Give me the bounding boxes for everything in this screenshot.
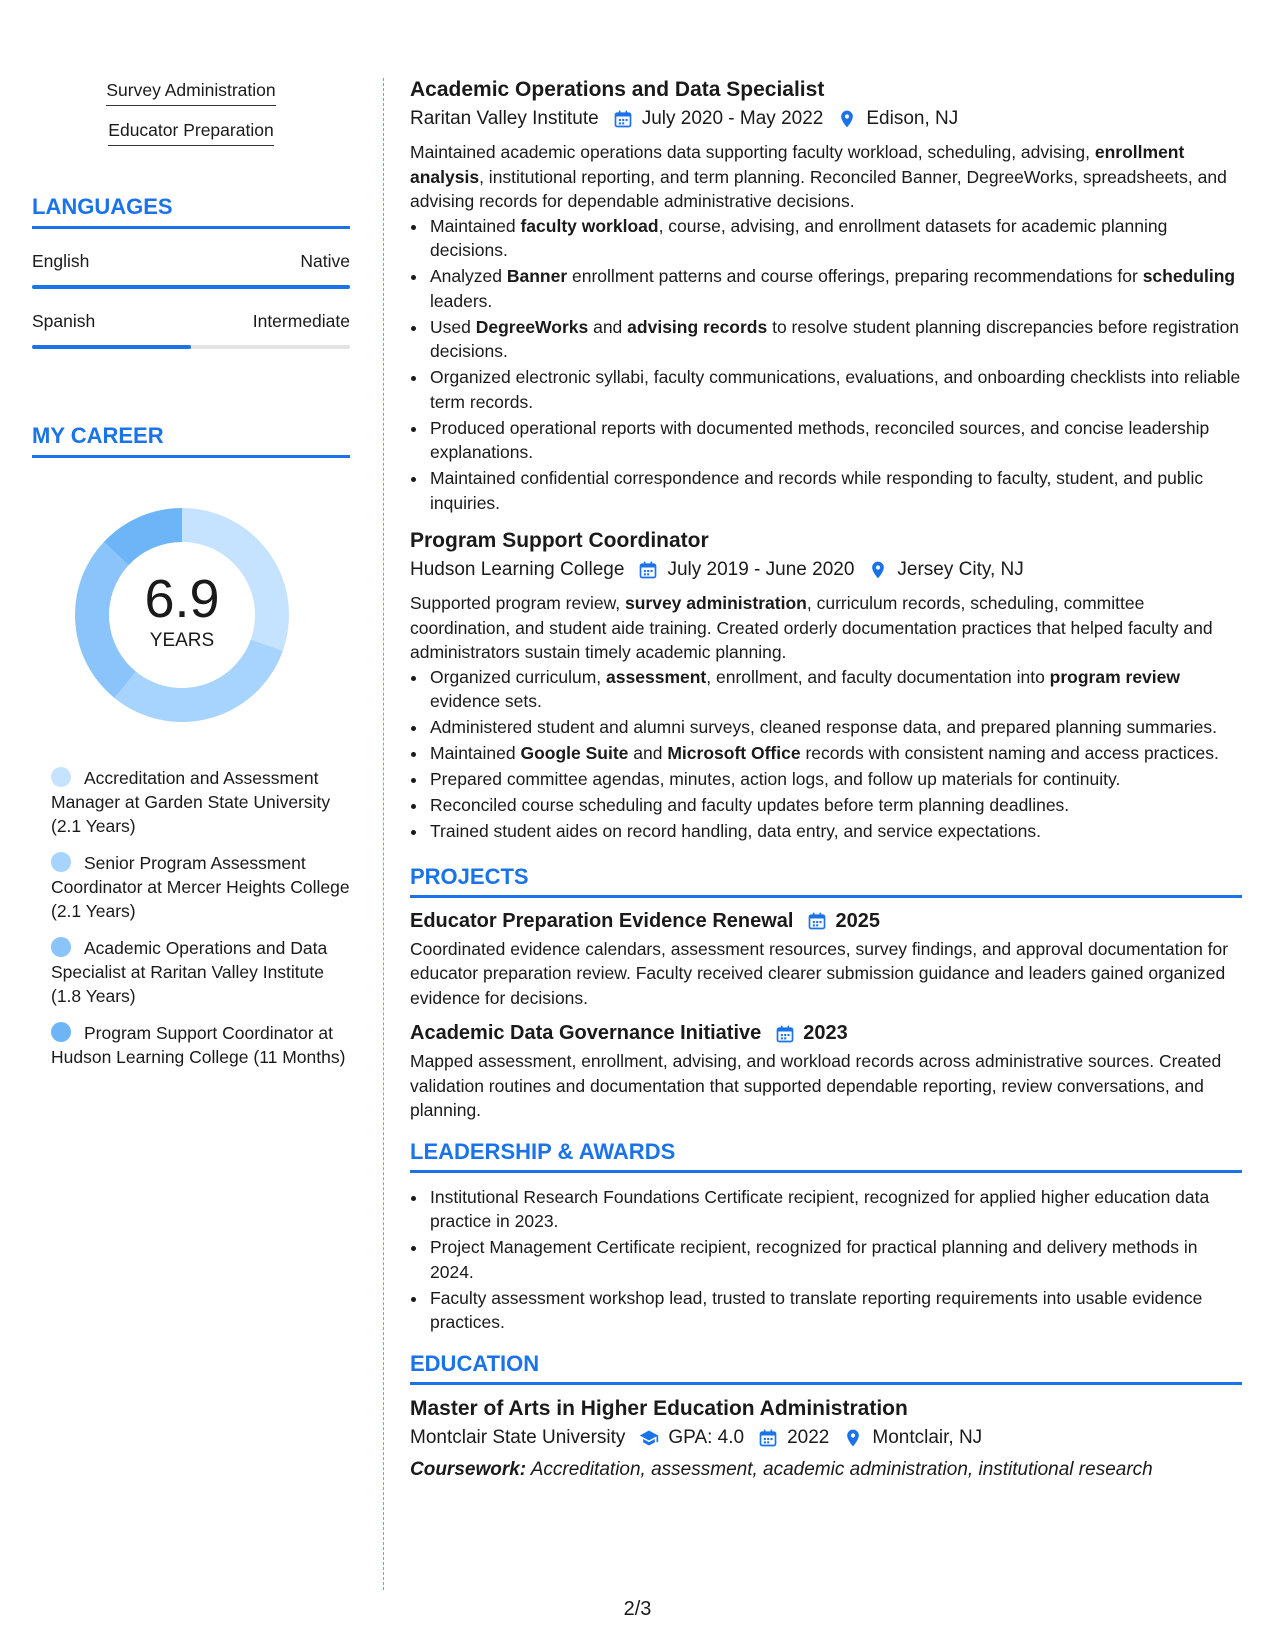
skill-tag: Educator Preparation xyxy=(108,120,273,146)
job-meta xyxy=(410,108,1242,130)
job-location: Jersey City, NJ xyxy=(897,559,1024,580)
text-run: and xyxy=(588,316,628,337)
location-pin-icon xyxy=(843,1428,863,1448)
text-run: to resolve student planning discrepancies before registration decisions. xyxy=(430,316,1240,361)
awards-heading: LEADERSHIP & AWARDS xyxy=(410,1139,1242,1173)
job-meta xyxy=(410,559,1242,581)
degree-title: Master of Arts in Higher Education Administration xyxy=(410,1396,908,1420)
project-year: 2025 xyxy=(835,909,880,932)
job-bullet xyxy=(428,665,1242,714)
text-run: Used xyxy=(430,316,476,337)
text-run: , institutional reporting, and term planning. Reconciled Banner, DegreeWorks, spreadsheets, and advising records for dependable administrative decisions. xyxy=(410,166,1227,211)
keyword: DegreeWorks xyxy=(475,316,589,337)
career-legend-text: Accreditation and Assessment Manager at Garden State University (2.1 Years) xyxy=(51,768,331,836)
calendar-icon xyxy=(758,1428,778,1448)
job-bullet xyxy=(428,466,1242,515)
location-pin-icon xyxy=(868,560,888,580)
language-bar-fill xyxy=(32,285,350,289)
projects-heading: PROJECTS xyxy=(410,864,1242,898)
calendar-icon xyxy=(807,911,827,931)
job-bullet xyxy=(428,214,1242,263)
career-donut xyxy=(67,500,297,730)
language-name: Spanish xyxy=(32,311,96,331)
project-title: Educator Preparation Evidence Renewal xyxy=(410,909,794,932)
education-entry xyxy=(410,1397,1242,1481)
experience-list xyxy=(410,78,1242,844)
text-run: evidence sets. xyxy=(430,691,542,711)
education-heading: EDUCATION xyxy=(410,1351,1242,1385)
job-bullet xyxy=(428,365,1242,414)
text-run: Analyzed xyxy=(430,266,507,286)
school-name: Montclair State University xyxy=(410,1426,626,1448)
calendar-icon xyxy=(775,1024,795,1044)
career-total-value: 6.9 xyxy=(144,569,220,629)
project-description: Coordinated evidence calendars, assessment resources, survey findings, and approval documentation for educator preparation review. Faculty received clearer submission guidance and leaders gained organized evidence for decisions. xyxy=(410,938,1229,1008)
career-legend-item xyxy=(32,1021,350,1069)
text-run: Organized electronic syllabi, faculty communications, evaluations, and onboarding checklists into reliable term records. xyxy=(430,367,1241,412)
text-run: Trained student aides on record handling, data entry, and service expectations. xyxy=(430,821,1041,841)
keyword: assessment xyxy=(606,666,707,687)
page-number: 2/3 xyxy=(623,1598,652,1620)
text-run: and xyxy=(628,743,668,763)
education-meta xyxy=(410,1427,1242,1449)
job-summary xyxy=(410,140,1242,214)
job-entry xyxy=(410,78,1242,515)
keyword: enrollment analysis xyxy=(410,142,1185,187)
career-list xyxy=(32,766,350,1069)
career-heading: MY CAREER xyxy=(32,423,350,458)
projects-list xyxy=(410,910,1242,1123)
coursework xyxy=(410,1459,1242,1481)
language-row xyxy=(32,311,350,332)
language-level: Intermediate xyxy=(252,311,350,331)
language-bar-fill xyxy=(32,345,191,349)
job-summary xyxy=(410,591,1242,665)
language-row xyxy=(32,251,350,272)
text-run: Reconciled course scheduling and faculty updates before term planning deadlines. xyxy=(430,795,1070,815)
main-content xyxy=(410,78,1242,1481)
language-bar xyxy=(32,345,350,349)
award-item: • Project Management Certificate recipient, recognized for practical planning and delivery methods in 2024. xyxy=(428,1235,1242,1284)
career-legend-item xyxy=(32,766,350,838)
text-run: Prepared committee agendas, minutes, action logs, and follow up materials for continuity. xyxy=(430,769,1121,789)
career-total-unit: YEARS xyxy=(149,630,215,651)
languages-heading: LANGUAGES xyxy=(32,194,350,229)
award-item: • Institutional Research Foundations Certificate recipient, recognized for applied higher education data practice in 2023. xyxy=(428,1185,1242,1234)
career-legend-text: Senior Program Assessment Coordinator at Mercer Heights College (2.1 Years) xyxy=(51,853,350,921)
job-bullet xyxy=(428,767,1242,792)
keyword: advising records xyxy=(627,316,768,337)
language-item xyxy=(32,311,350,349)
career-legend-item xyxy=(32,851,350,923)
legend-dot-icon xyxy=(51,1022,71,1042)
keyword: scheduling xyxy=(1142,266,1236,286)
languages-list xyxy=(32,251,350,349)
coursework-text: Accreditation, assessment, academic administration, institutional research xyxy=(526,1458,1153,1480)
text-run: Administered student and alumni surveys, cleaned response data, and prepared planning summaries. xyxy=(430,717,1217,737)
column-divider xyxy=(383,78,384,1590)
text-run: records with consistent naming and access practices. xyxy=(800,743,1219,763)
awards-list xyxy=(410,1185,1242,1335)
job-title: Program Support Coordinator xyxy=(410,529,709,552)
job-location: Edison, NJ xyxy=(866,108,959,129)
career-legend-text: Academic Operations and Data Specialist at Raritan Valley Institute (1.8 Years) xyxy=(51,938,328,1006)
job-bullets xyxy=(410,214,1242,516)
award-item: • Faculty assessment workshop lead, trusted to translate reporting requirements into usable evidence practices. xyxy=(428,1286,1242,1335)
text-run: Supported program review, xyxy=(410,593,625,613)
job-bullet xyxy=(428,793,1242,818)
school-location: Montclair, NJ xyxy=(872,1426,983,1448)
project-title: Academic Data Governance Initiative xyxy=(410,1022,762,1044)
project-year: 2023 xyxy=(803,1022,848,1044)
text-run: Maintained xyxy=(430,215,521,236)
text-run: Produced operational reports with documented methods, reconciled sources, and concise leadership explanations. xyxy=(430,417,1210,462)
keyword: survey administration xyxy=(624,593,807,613)
job-entry xyxy=(410,529,1242,844)
skill-tag: Survey Administration xyxy=(106,80,275,106)
text-run: enrollment patterns and course offerings, preparing recommendations for xyxy=(567,266,1143,286)
company-name: Raritan Valley Institute xyxy=(410,108,599,129)
job-bullet xyxy=(428,715,1242,740)
legend-dot-icon xyxy=(51,852,71,872)
legend-dot-icon xyxy=(51,937,71,957)
text-run: , curriculum records, scheduling, committee coordination, and student aide training. Created orderly documentation practices that helped faculty and administrators sustain timely academic planning. xyxy=(410,593,1213,662)
language-name: English xyxy=(32,251,90,271)
job-bullet xyxy=(428,416,1242,465)
project-title-row xyxy=(410,1022,1242,1045)
project-entry xyxy=(410,910,1242,1011)
text-run: Organized curriculum, xyxy=(430,666,607,687)
job-bullet xyxy=(428,315,1242,364)
project-title-row xyxy=(410,910,1242,933)
career-legend-text: Program Support Coordinator at Hudson Learning College (11 Months) xyxy=(51,1023,346,1067)
language-level: Native xyxy=(300,251,350,271)
company-name: Hudson Learning College xyxy=(410,559,625,580)
keyword: Microsoft Office xyxy=(667,743,801,763)
job-dates: July 2019 - June 2020 xyxy=(667,559,855,580)
keyword: faculty workload xyxy=(520,215,659,236)
location-pin-icon xyxy=(837,109,857,129)
graduation-cap-icon xyxy=(639,1428,659,1448)
graduation-year: 2022 xyxy=(787,1426,830,1448)
keyword: Google Suite xyxy=(520,743,629,763)
calendar-icon xyxy=(638,560,658,580)
keyword: Banner xyxy=(506,266,568,286)
language-bar xyxy=(32,285,350,289)
text-run: Maintained confidential correspondence and records while responding to faculty, student, and public inquiries. xyxy=(430,468,1204,513)
text-run: Maintained academic operations data supporting faculty workload, scheduling, advising, xyxy=(410,142,1095,162)
legend-dot-icon xyxy=(51,767,71,787)
text-run: leaders. xyxy=(430,290,493,311)
sidebar xyxy=(32,80,350,1082)
coursework-label: Coursework: xyxy=(410,1458,527,1480)
job-bullet xyxy=(428,819,1242,844)
gpa: GPA: 4.0 xyxy=(668,1426,745,1448)
text-run: , enrollment, and faculty documentation into xyxy=(706,666,1050,687)
language-item xyxy=(32,251,350,289)
project-description: Mapped assessment, enrollment, advising, and workload records across administrative sources. Created validation routines and documentation that supported dependable reporting, review conversations, and planning. xyxy=(410,1051,1222,1120)
calendar-icon xyxy=(613,109,633,129)
job-bullets xyxy=(410,665,1242,844)
career-legend-item xyxy=(32,936,350,1008)
text-run: Maintained xyxy=(430,743,521,763)
project-entry xyxy=(410,1022,1242,1123)
job-dates: July 2020 - May 2022 xyxy=(641,108,824,129)
job-bullet xyxy=(428,264,1242,313)
text-run: , course, advising, and enrollment datasets for academic planning decisions. xyxy=(430,215,1168,260)
career-total xyxy=(67,570,297,652)
keyword: program review xyxy=(1049,666,1180,687)
job-bullet xyxy=(428,741,1242,766)
job-title: Academic Operations and Data Specialist xyxy=(410,78,825,101)
skills-list xyxy=(32,80,350,146)
